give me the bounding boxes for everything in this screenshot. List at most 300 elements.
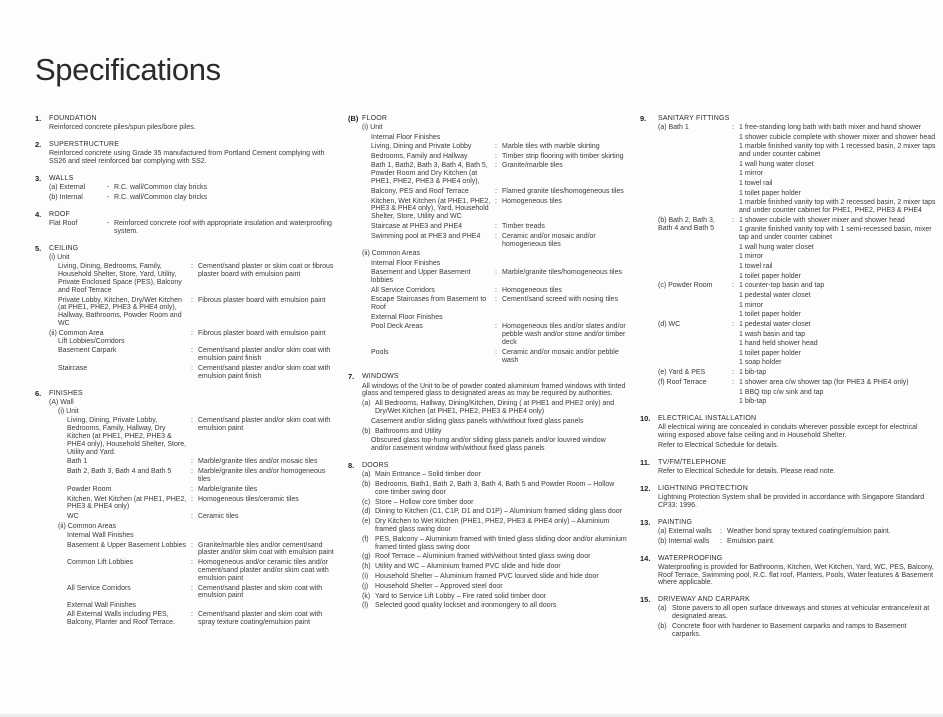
list-item [658, 623, 937, 639]
row-separator: : [191, 584, 193, 592]
row-value [739, 217, 937, 281]
section-heading: FINISHES [49, 389, 83, 397]
row-label [362, 188, 495, 196]
spec-row [658, 379, 937, 406]
row-value-line: 1 toilet paper holder [739, 189, 801, 197]
row-label-text: Kitchen, Wet Kitchen (at PHE1, PHE2, PHE3 & PHE4 only), Yard, Household Shelter, Store, Utility and WC [371, 197, 491, 221]
list-item-text: Household Shelter – Aluminium framed PVC lourved slide and hide door [375, 573, 599, 581]
spec-row [658, 321, 937, 367]
row-separator: : [495, 162, 497, 170]
list-item [362, 471, 627, 479]
row-value [502, 269, 627, 285]
section-main [658, 115, 937, 408]
spec-row [49, 297, 335, 328]
row-value [739, 321, 937, 367]
list-item-text: Dry Kitchen to Wet Kitchen (PHE1, PHE2, PHE3 & PHE4 only) – Aluminium framed glass swing door [375, 518, 610, 534]
list-item-tag: (a) [362, 471, 371, 479]
section-sanitary-fittings [640, 115, 937, 408]
list-item-text: Dining to Kitchen (C1, C1P, D1 and D1P) – Aluminium framed sliding glass door [375, 508, 622, 516]
row-label-text: Kitchen, Wet Kitchen (at PHE1, PHE2, PHE3 & PHE4 only) [67, 495, 187, 511]
list-item [362, 602, 627, 610]
spec-row [49, 468, 335, 484]
list-item-text: Selected good quality lockset and ironmongery to all doors [375, 602, 557, 610]
row-value-line: 1 mirror [739, 301, 764, 309]
section-windows [348, 373, 627, 455]
row-label [49, 486, 191, 494]
row-value-line: 1 toilet paper holder [739, 349, 801, 357]
row-label-text: Swimming pool at PHE3 and PHE4 [371, 232, 481, 240]
row-separator: : [732, 124, 734, 132]
section-heading: FLOOR [362, 115, 388, 122]
spec-row [49, 194, 335, 202]
row-value [198, 297, 335, 328]
row-value-line: 1 shower cubicle complete with shower mixer and shower head [739, 133, 936, 141]
section-heading: FOUNDATION [49, 115, 97, 122]
list-item-tag: (f) [362, 535, 369, 543]
row-value [198, 330, 335, 346]
row-label-text: Basement & Upper Basement Lobbies [67, 541, 187, 549]
row-value [502, 143, 627, 151]
list-item-tag: (b) [362, 481, 371, 489]
row-label [49, 347, 191, 363]
row-value [739, 124, 937, 215]
section-number: 5. [35, 243, 42, 253]
spec-row [658, 282, 937, 319]
section-waterproofing [640, 555, 937, 590]
section-heading: DOORS [362, 461, 389, 469]
list-item [362, 593, 627, 601]
row-label [658, 369, 732, 377]
section-number: 6. [35, 388, 42, 398]
list-item-text: Stone pavers to all open surface driveways and stones at vehicular entrance/exit at designated areas. [672, 605, 930, 621]
section-main [658, 485, 937, 512]
row-value-text: Weather bond spray textured coating/emulsion paint. [727, 527, 891, 535]
row-label-text: Balcony, PES and Roof Terrace [371, 187, 469, 195]
row-label [362, 269, 495, 285]
row-label-text: (b) Internal walls [658, 537, 710, 545]
row-label-text: Bath 1 [67, 458, 88, 466]
row-value-text: Homogeneous tiles [502, 197, 562, 205]
row-label-text: (b) Bath 2, Bath 3, Bath 4 and Bath 5 [658, 216, 715, 232]
row-value-line: 1 toilet paper holder [739, 311, 801, 319]
row-value-text: Emulsion paint. [727, 537, 775, 545]
row-value-text: Cement/sand plaster and/or skim coat with emulsion paint [198, 417, 331, 433]
row-value-line: 1 shower cubicle with shower mixer and shower head [739, 216, 905, 224]
paragraph: Reinforced concrete using Grade 35 manufactured from Portland Cement complying with SS26 and steel reinforced bar complying with SS2. [49, 150, 325, 166]
row-separator: : [191, 559, 193, 567]
row-value [198, 542, 335, 558]
row-label [49, 263, 191, 294]
row-label [362, 143, 495, 151]
row-value-text: Marble tiles with marble skirting [502, 142, 600, 150]
section-heading: PAINTING [658, 518, 693, 526]
list-item-tag: (a) [658, 605, 667, 613]
spec-row [49, 365, 335, 381]
row-value [114, 194, 335, 202]
list-item [362, 400, 627, 416]
row-separator: : [191, 485, 193, 493]
row-separator: - [107, 220, 110, 228]
row-value-line: 1 pedestal water closet [739, 320, 811, 328]
section-main [49, 245, 335, 383]
row-separator: : [191, 347, 193, 355]
row-label [362, 323, 495, 346]
row-label [49, 194, 107, 202]
row-value-text: Cement/sand screed with nosing tiles [502, 296, 618, 304]
section-heading: WATERPROOFING [658, 554, 723, 562]
spec-row [49, 496, 335, 512]
row-value-text: Cement/sand plaster or skim coat or fibrous plaster board with emulsion paint [198, 263, 334, 279]
section-number: 15. [640, 595, 651, 605]
section-main [658, 555, 937, 590]
row-value-text: Ceramic tiles [198, 513, 239, 521]
spec-row [49, 330, 335, 346]
row-value-text: Homogeneous tiles and/or slates and/or pebble wash and/or stone and/or timber deck [502, 323, 626, 346]
section-main [658, 519, 937, 548]
list-item-tag: (a) [362, 400, 371, 408]
list-item [362, 428, 627, 436]
columns [35, 115, 937, 648]
row-value-line: 1 marble finished vanity top with 2 recessed basin, 2 mixer taps and under counter cabinet for PHE1, PHE2, PHE3 & PHE4 [739, 199, 936, 215]
row-value [502, 198, 627, 221]
list-item-text: Store – Hollow core timber door [375, 498, 474, 506]
row-value-text: Timber strip flooring with timber skirting [502, 152, 624, 160]
row-value-line: 1 wall hung water closet [739, 160, 814, 168]
section-number: (B) [348, 114, 359, 123]
row-label-text: All Service Corridors [371, 286, 435, 294]
row-separator: : [191, 468, 193, 476]
row-label [658, 528, 720, 536]
list-item [362, 518, 627, 534]
row-value-line: 1 counter-top basin and tap [739, 282, 825, 290]
row-value-text: Marble/granite tiles/homogeneous tiles [502, 269, 622, 277]
row-label [658, 282, 732, 319]
row-label [49, 184, 107, 192]
row-value-line: 1 free-standing long bath with bath mixer and hand shower [739, 124, 922, 132]
spec-row [658, 124, 937, 215]
section-main [658, 459, 937, 478]
list-item-tag: (g) [362, 553, 371, 561]
spec-row [49, 220, 335, 236]
list-item-text: Concrete floor with hardener to Basement carparks and ramps to Basement carparks. [672, 623, 907, 638]
section-number: 8. [348, 460, 355, 470]
section-painting [640, 519, 937, 548]
section-number: 3. [35, 173, 42, 183]
section-main [658, 415, 937, 452]
row-label-line: Lift Lobbies/Corridors [58, 337, 125, 345]
section-number: 11. [640, 457, 651, 467]
row-label-text: Pool Deck Areas [371, 323, 423, 331]
section-main [49, 115, 335, 134]
row-value-text: Marble/granite tiles and/or mosaic tiles [198, 458, 318, 466]
row-label-text: Bedrooms, Family and Hallway [371, 152, 468, 160]
row-label-text: (a) External [49, 184, 86, 192]
column-right [640, 115, 937, 648]
row-value [198, 513, 335, 521]
list-item [362, 583, 627, 591]
section-tv-fm-telephone [640, 459, 937, 478]
row-label [49, 585, 191, 601]
section-main [658, 596, 937, 640]
paragraph: Lightning Protection System shall be provided in accordance with Singapore Standard CP33: 1996. [658, 494, 925, 509]
section-number: 12. [640, 483, 651, 493]
subheading: Internal Floor Finishes [371, 133, 441, 141]
row-value [502, 296, 627, 312]
section-heading: WALLS [49, 174, 74, 182]
row-label-text: Bath 2, Bath 3, Bath 4 and Bath 5 [67, 468, 172, 476]
section-number: 13. [640, 517, 651, 527]
row-label-text: Pools [371, 348, 389, 356]
row-separator: : [191, 541, 193, 549]
row-value [739, 282, 937, 319]
row-value-line: 1 towel rail [739, 180, 773, 188]
section-heading: LIGHTNING PROTECTION [658, 484, 748, 492]
row-value-line: 1 hand held shower head [739, 340, 818, 348]
row-value-text: Fibrous plaster board with emulsion paint [198, 296, 326, 304]
row-value [198, 559, 335, 582]
column-left [35, 115, 335, 636]
row-value [198, 365, 335, 381]
list-item-tag: (l) [362, 602, 369, 610]
row-separator: : [191, 495, 193, 503]
paragraph: Reinforced concrete piles/spun piles/bore piles. [49, 124, 196, 132]
list-item [362, 563, 627, 571]
section-superstructure [35, 141, 335, 168]
paragraph: Casement and/or sliding glass panels with/without fixed glass panels [371, 417, 584, 425]
section-heading: DRIVEWAY AND CARPARK [658, 596, 751, 604]
row-value [502, 349, 627, 365]
section-main [362, 115, 627, 366]
row-separator: : [191, 513, 193, 521]
list-item-text: Utility and WC – Aluminium framed PVC slide and hide door [375, 563, 561, 571]
row-label [49, 559, 191, 582]
row-value-text: Homogeneous tiles/ceramic tiles [198, 495, 299, 503]
row-value-text: Cement/sand plaster and skim coat with emulsion paint [198, 584, 323, 600]
subheading: (i) Unit [49, 254, 70, 262]
subheading: (ii) Common Areas [58, 522, 116, 530]
spec-row [658, 528, 937, 536]
row-value-line: 1 towel rail [739, 263, 773, 271]
row-label-text: (f) Roof Terrace [658, 378, 707, 386]
row-separator: : [495, 232, 497, 240]
row-separator: : [495, 286, 497, 294]
list-item-tag: (i) [362, 573, 369, 581]
row-value-line: 1 granite finished vanity top with 1 semi-recessed basin, mixer tap and under counter cabinet [739, 226, 932, 242]
row-label-text: Powder Room [67, 485, 112, 493]
row-value [198, 263, 335, 294]
row-label [49, 220, 107, 236]
row-label-text: Common Lift Lobbies [67, 559, 134, 567]
spec-row [49, 347, 335, 363]
spec-row [49, 611, 335, 627]
row-value-line: 1 mirror [739, 170, 764, 178]
list-item-text: Roof Terrace – Aluminium framed with/without tinted glass swing door [375, 553, 591, 561]
row-separator: : [495, 269, 497, 277]
row-label [362, 153, 495, 161]
spec-row [658, 217, 937, 281]
list-item [362, 481, 627, 497]
row-label-line: (ii) Common Area [49, 329, 104, 337]
row-label-text: (b) Internal [49, 194, 83, 202]
spec-row [362, 233, 627, 249]
spec-row [49, 458, 335, 466]
spec-row [362, 153, 627, 161]
row-value-text: Fibrous plaster board with emulsion paint [198, 329, 326, 337]
list-item-text: Bathrooms and Utility [375, 427, 442, 435]
row-label-text: Flat Roof [49, 220, 78, 228]
section-lightning-protection [640, 485, 937, 512]
row-separator: : [191, 417, 193, 425]
section-doors [348, 462, 627, 612]
spec-row [362, 223, 627, 231]
section-main [49, 211, 335, 238]
row-value [198, 468, 335, 484]
spec-row [362, 269, 627, 285]
row-separator: : [191, 458, 193, 466]
spec-row [658, 538, 937, 546]
section-main [362, 462, 627, 612]
row-value-line: 1 bib-tap [739, 398, 767, 406]
list-item-tag: (e) [362, 518, 371, 526]
subheading: (i) Unit [58, 408, 79, 416]
row-label-text: Staircase [58, 364, 88, 372]
row-label [49, 297, 191, 328]
row-separator: : [495, 187, 497, 195]
column-mid [348, 115, 627, 619]
spec-row [49, 513, 335, 521]
row-value [727, 528, 937, 536]
row-value [502, 153, 627, 161]
row-value [114, 220, 335, 236]
row-label-text: WC [67, 513, 79, 521]
row-label [49, 417, 191, 456]
section-heading: WINDOWS [362, 373, 399, 381]
row-value-text: Ceramic and/or mosaic and/or pebble wash [502, 348, 619, 364]
row-value-text: Flamed granite tiles/homogeneous tiles [502, 187, 624, 195]
row-value-text: Marble/granite tiles [198, 485, 258, 493]
row-label [362, 223, 495, 231]
row-label-text: Basement and Upper Basement lobbies [371, 269, 471, 284]
section-number: 14. [640, 553, 651, 563]
row-label [658, 379, 732, 406]
row-value [502, 162, 627, 185]
row-value-text: Homogeneous and/or ceramic tiles and/or cement/sand plaster and/or skim coat with emulsion paint [198, 559, 329, 582]
section-number: 7. [348, 372, 355, 382]
row-label [49, 468, 191, 484]
row-value-line: 1 toilet paper holder [739, 272, 801, 280]
section-number: 2. [35, 140, 42, 150]
subheading: (ii) Common Areas [362, 250, 420, 258]
spec-row [49, 559, 335, 582]
list-item-text: Main Entrance – Solid timber door [375, 471, 481, 479]
row-separator: : [495, 348, 497, 356]
row-separator: : [720, 527, 722, 535]
row-separator: : [191, 296, 193, 304]
row-value-text: Ceramic and/or mosaic and/or homogeneous tiles [502, 232, 596, 248]
spec-row [49, 585, 335, 601]
list-item-tag: (j) [362, 582, 369, 590]
list-item-tag: (c) [362, 498, 371, 506]
spec-row [362, 296, 627, 312]
row-label [362, 296, 495, 312]
row-value-line: 1 mirror [739, 253, 764, 261]
row-label [362, 287, 495, 295]
list-item-text: Yard to Service Lift Lobby – Fire rated solid timber door [375, 592, 547, 600]
row-separator: : [191, 329, 193, 337]
row-value-line: 1 shower area c/w shower tap (for PHE3 & PHE4 only) [739, 378, 909, 386]
subheading: Internal Floor Finishes [371, 259, 441, 267]
section-foundation [35, 115, 335, 134]
row-value-text: Cement/sand plaster and skim coat with spray texture coating/emulsion paint [198, 611, 323, 627]
row-value [198, 417, 335, 456]
row-value-text: R.C. wall/Common clay bricks [114, 184, 207, 192]
subheading: External Floor Finishes [371, 314, 443, 322]
section-number: 1. [35, 114, 42, 123]
row-separator: : [732, 282, 734, 290]
row-value [739, 379, 937, 406]
section-number: 9. [640, 114, 647, 123]
row-value-line: 1 wall hung water closet [739, 243, 814, 251]
page-title: Specifications [35, 52, 221, 87]
section-heading: ELECTRICAL INSTALLATION [658, 414, 757, 422]
section-main [49, 390, 335, 630]
spec-row [362, 143, 627, 151]
paragraph: Refer to Electrical Schedule for details. Please read note. [658, 467, 836, 475]
section-main [49, 141, 335, 168]
section-main [49, 175, 335, 204]
row-separator: : [495, 223, 497, 231]
subheading: (i) Unit [362, 124, 383, 132]
row-label [658, 321, 732, 367]
row-label [362, 162, 495, 185]
row-separator: : [495, 142, 497, 150]
row-value [198, 486, 335, 494]
subheading: Internal Wall Finishes [67, 532, 134, 540]
spec-row [362, 349, 627, 365]
section-electrical-installation [640, 415, 937, 452]
row-separator: : [495, 296, 497, 304]
row-value [502, 188, 627, 196]
row-separator: : [495, 152, 497, 160]
section-heading: ROOF [49, 210, 71, 218]
row-label [362, 233, 495, 249]
section-driveway-and-carpark [640, 596, 937, 640]
spec-row [362, 198, 627, 221]
row-separator: - [107, 184, 110, 192]
section-ceiling [35, 245, 335, 383]
paragraph: Refer to Electrical Schedule for details. [658, 441, 779, 449]
list-item-text: Bedrooms, Bath1, Bath 2, Bath 3, Bath 4, Bath 5 and Powder Room – Hollow core timber swing door [375, 481, 615, 496]
row-separator: : [191, 263, 193, 271]
row-separator: : [495, 197, 497, 205]
list-item [362, 508, 627, 516]
row-label-text: Living, Dining and Private Lobby [371, 142, 472, 150]
row-label-text: Living, Dining, Private Lobby, Bedrooms, Family, Hallway, Dry Kitchen (at PHE1, PHE2, PHE3 & PHE4 only), Household Shelter, Store, Utility and Yard. [67, 417, 187, 456]
spec-row [49, 542, 335, 558]
row-separator: : [495, 323, 497, 331]
spec-row [49, 486, 335, 494]
list-item [362, 553, 627, 561]
row-value [727, 538, 937, 546]
row-value [198, 458, 335, 466]
subheading: External Wall Finishes [67, 602, 136, 610]
row-label-text: Escape Staircases from Basement to Roof [371, 296, 487, 312]
list-item-tag: (d) [362, 508, 371, 516]
list-item-tag: (h) [362, 563, 371, 571]
row-separator: : [191, 611, 193, 619]
row-value-text: Granite/marble tiles and/or cement/sand plaster and/or skim coat with emulsion paint [198, 541, 334, 557]
subheading: (A) Wall [49, 398, 74, 406]
